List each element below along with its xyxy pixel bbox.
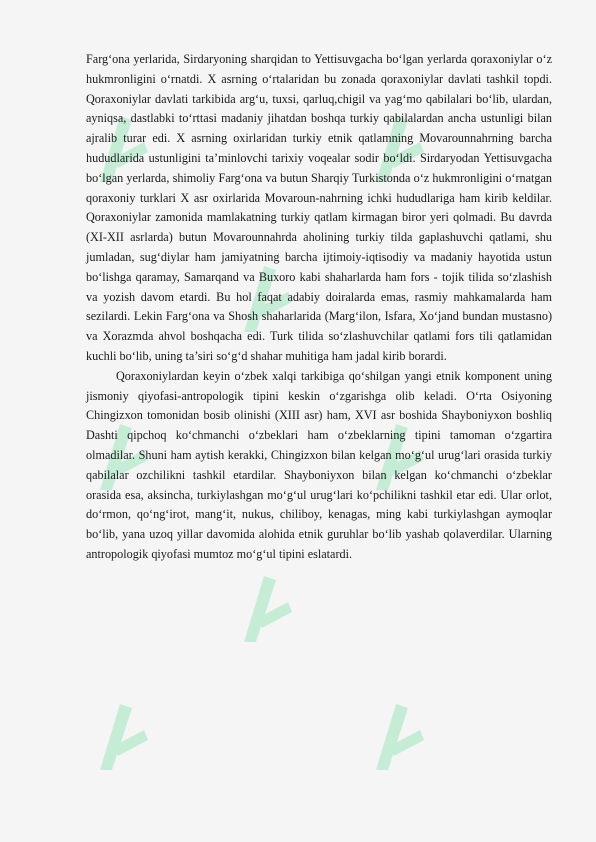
paragraph: Farg‘ona yerlarida, Sirdaryoning sharqidan to Yettisuvgacha bo‘lgan yerlarda qoraxoniylar o‘z hukmronligini o‘rnatdi. X asrning o‘rtalaridan bu zonada qoraxoniylar davlati tashkil topdi. Qoraxoniylar davlati tarkibida arg‘u, tuxsi, qarluq,chigil va yag‘mo qabilalari bo‘lib, ulardan, ayniqsa, dastlabki to‘rttasi madaniy jihatdan boshqa turkiy qabilalardan ancha ustunligi bilan ajralib turar edi. X asrning oxirlaridan turkiy etnik qatlamning Movarounnahrning barcha hududlarida ustunligini ta’minlovchi tarixiy voqealar sodir bo‘ldi. Sirdaryodan Yettisuvgacha bo‘lgan yerlarda, shimoliy Farg‘ona va butun Sharqiy Turkistonda o‘z hukmronligini o‘rnatgan qoraxoniy turklari X asr oxirlarida Movaroun-nahrning ichki hududlariga ham kirib keldilar. Qoraxoniylar zamonida mamlakatning turkiy qatlam kirmagan biror yeri qolmadi. Bu davrda (XI-XII asrlarda) butun Movarounnahrda aholining turkiy tilda gaplashuvchi qatlami, shu jumladan, sug‘diylar ham jamiyatning barcha ijtimoiy-iqtisodiy va madaniy hayotida ustun bo‘lishga qaramay, Samarqand va Buxoro kabi shaharlarda ham fors - tojik tilida so‘zlashish va yozish davom etardi. Bu hol faqat adabiy doiralarda emas, rasmiy mahkamalarda ham sezilardi. Lekin Farg‘ona va Shosh shaharlarida (Marg‘ilon, Isfara, Xo‘jand bundan mustasno) va Xorazmda ahvol boshqacha edi. Turk tilida so‘zlashuvchilar qatlami fors tili qatlamidan kuchli bo‘lib, uning ta’siri so‘g‘d shahar muhitiga ham jadal kirib borardi. <box>86 52 552 363</box>
paragraph: Qoraxoniylardan keyin o‘zbek xalqi tarkibiga qo‘shilgan yangi etnik komponent uning jismoniy qiyofasi-antropologik tipini keskin o‘zgarishga olib keladi. O‘rta Osiyoning Chingizxon tomonidan bosib olinishi (XIII asr) ham, XVI asr boshida Shayboniyxon boshliq Dashti qipchoq ko‘chmanchi o‘zbeklari ham o‘zbeklarning tipini tamoman o‘zgartira olmadilar. Shuni ham aytish kerakki, Chingizxon bilan kelgan mo‘g‘ul urug‘lari orasida turkiy qabilalar ozchilikni tashkil etardilar. Shayboniyxon bilan kelgan ko‘chmanchi o‘zbeklar orasida esa, aksincha, turkiylashgan mo‘g‘ul urug‘lari ko‘pchilikni tashkil etar edi. Ular orlot, do‘rmon, qo‘ng‘irot, mang‘it, nukus, chiliboy, kenagas, ming kabi turkiylashgan aymoqlar bo‘lib, yana uzoq yillar davomida alohida etnik guruhlar bo‘lib yashab qolaverdilar. Ularning antropologik qiyofasi mumtoz mo‘g‘ul tipini eslatardi. <box>86 368 552 561</box>
watermark-logo-icon <box>236 572 294 644</box>
body-text <box>86 50 552 565</box>
watermark-logo-icon <box>92 700 150 772</box>
watermark-logo-icon <box>368 700 426 772</box>
